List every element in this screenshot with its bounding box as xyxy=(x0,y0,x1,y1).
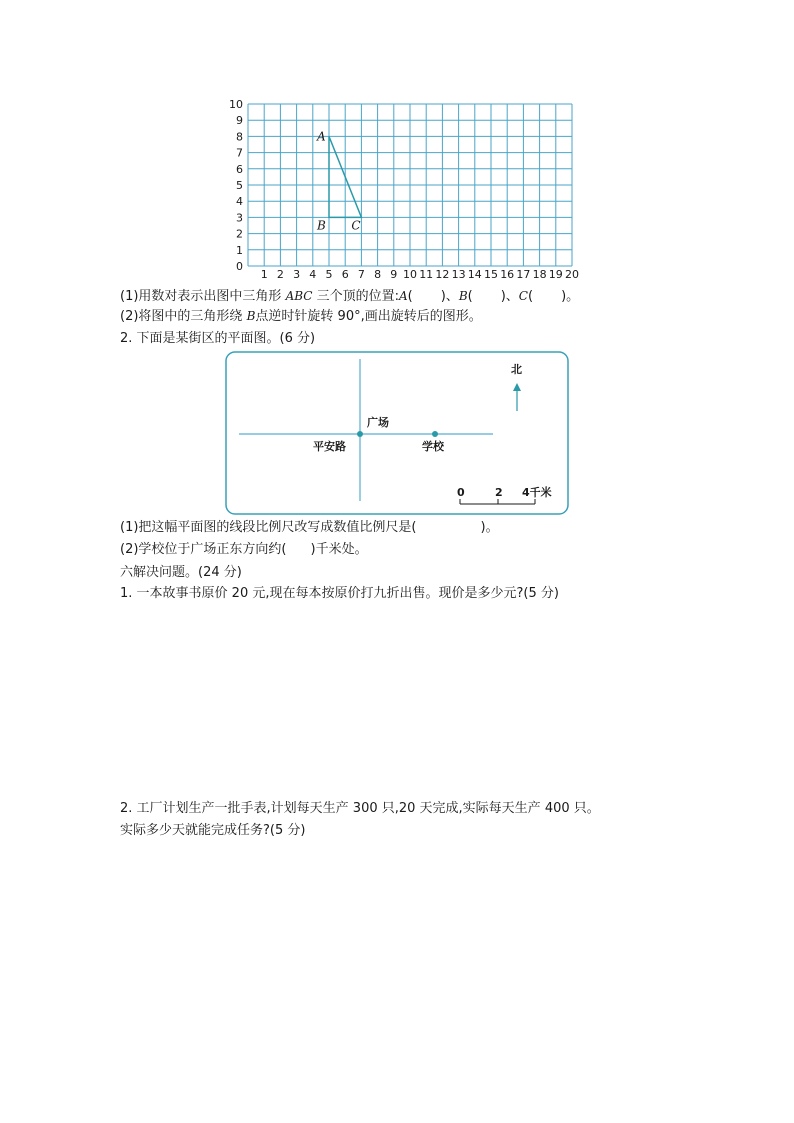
north-label: 北 xyxy=(511,363,522,376)
answer-area-1[interactable] xyxy=(120,610,680,795)
x-tick-label: 5 xyxy=(325,268,333,281)
scale-bar xyxy=(457,485,552,504)
grid-lines xyxy=(248,104,572,266)
y-tick-label: 8 xyxy=(236,130,243,144)
school-point xyxy=(432,431,438,437)
grid-axis-labels xyxy=(229,98,579,281)
question-5-2-sub1 xyxy=(120,519,499,537)
vertex-label-c: C xyxy=(351,218,361,233)
open-paren-b: ( xyxy=(467,289,473,304)
sub2-suffix: ,画出旋转后的图形。 xyxy=(360,309,482,324)
x-tick-label: 3 xyxy=(293,268,301,281)
question-5-1-sub1 xyxy=(120,287,579,306)
sub1-mid: 三个顶的位置: xyxy=(316,289,399,304)
vertex-b-label: B xyxy=(458,289,468,303)
scale-question-end: )。 xyxy=(480,520,499,535)
vertex-c-label: C xyxy=(518,289,528,303)
x-tick-label: 10 xyxy=(403,268,417,281)
x-tick-label: 4 xyxy=(309,268,317,281)
scale-question: (1)把这幅平面图的线段比例尺改写成数值比例尺是( xyxy=(120,520,417,535)
question-5-1-sub2 xyxy=(120,307,482,326)
x-tick-label: 2 xyxy=(276,268,284,281)
vertex-label-a: A xyxy=(317,129,326,144)
vertex-a-label: A xyxy=(398,289,408,303)
y-tick-label: 0 xyxy=(236,260,243,273)
x-tick-label: 1 xyxy=(260,268,268,281)
y-tick-label: 1 xyxy=(236,243,243,257)
close-paren-c: )。 xyxy=(561,289,580,304)
x-tick-label: 8 xyxy=(374,268,382,281)
scale-2: 2 xyxy=(495,486,503,499)
y-tick-label: 10 xyxy=(229,98,243,111)
distance-question: (2)学校位于广场正东方向约( xyxy=(120,542,287,557)
scale-4: 4千米 xyxy=(522,486,552,499)
sub1-prefix: (1)用数对表示出图中三角形 xyxy=(120,289,282,304)
rotation-angle: 90° xyxy=(337,309,361,324)
section-6-question-1: 1. 一本故事书原价 20 元,现在每本按原价打九折出售。现价是多少元?(5 分) xyxy=(120,586,559,601)
north-arrow xyxy=(511,363,522,411)
x-tick-label: 17 xyxy=(516,268,531,281)
x-tick-label: 20 xyxy=(565,268,579,281)
distance-question-end: )千米处。 xyxy=(310,542,368,557)
x-tick-label: 6 xyxy=(341,268,349,281)
section-6-question-2-line-1: 2. 工厂计划生产一批手表,计划每天生产 300 只,20 天完成,实际每天生产 400 只。 xyxy=(120,801,600,816)
y-tick-label: 4 xyxy=(236,195,243,209)
x-tick-label: 14 xyxy=(467,268,482,281)
north-arrow-head xyxy=(513,383,521,391)
vertex-label-b: B xyxy=(317,218,326,233)
x-tick-label: 7 xyxy=(357,268,365,281)
y-tick-label: 6 xyxy=(236,162,243,176)
open-paren-c: ( xyxy=(527,289,534,304)
y-tick-label: 3 xyxy=(236,211,243,225)
close-paren-a: )、 xyxy=(440,289,459,304)
x-tick-label: 11 xyxy=(419,268,434,281)
section-6-title: 六解决问题。(24 分) xyxy=(120,565,242,580)
y-tick-label: 7 xyxy=(236,146,243,160)
plaza-label: 广场 xyxy=(367,416,389,429)
coordinate-grid xyxy=(225,98,579,283)
x-tick-label: 18 xyxy=(532,268,547,281)
x-tick-label: 16 xyxy=(500,268,515,281)
open-paren-a: ( xyxy=(407,289,413,304)
y-tick-label: 5 xyxy=(236,179,243,192)
x-tick-label: 13 xyxy=(451,268,466,281)
y-tick-label: 9 xyxy=(236,114,243,128)
x-tick-label: 9 xyxy=(390,268,398,281)
x-tick-label: 15 xyxy=(484,268,498,281)
plaza-point xyxy=(357,431,363,437)
road-label: 平安路 xyxy=(313,440,346,453)
close-paren-b: )、 xyxy=(500,289,519,304)
x-tick-label: 12 xyxy=(435,268,450,281)
answer-area-2[interactable] xyxy=(120,848,680,1048)
question-5-2-title: 2. 下面是某街区的平面图。(6 分) xyxy=(120,331,316,346)
y-tick-label: 2 xyxy=(236,227,243,241)
question-5-2-sub2 xyxy=(120,541,368,559)
street-map xyxy=(225,351,570,517)
map-border xyxy=(226,352,568,514)
section-6-question-2-line-2: 实际多少天就能完成任务?(5 分) xyxy=(120,823,306,838)
school-label: 学校 xyxy=(422,440,444,453)
sub2-prefix: (2)将图中的三角形绕 xyxy=(120,309,243,324)
rotation-point: B xyxy=(246,309,256,323)
x-tick-label: 19 xyxy=(548,268,563,281)
sub2-mid: 点逆时针旋转 xyxy=(255,309,334,324)
triangle-name: ABC xyxy=(285,289,313,303)
scale-0: 0 xyxy=(457,486,465,499)
